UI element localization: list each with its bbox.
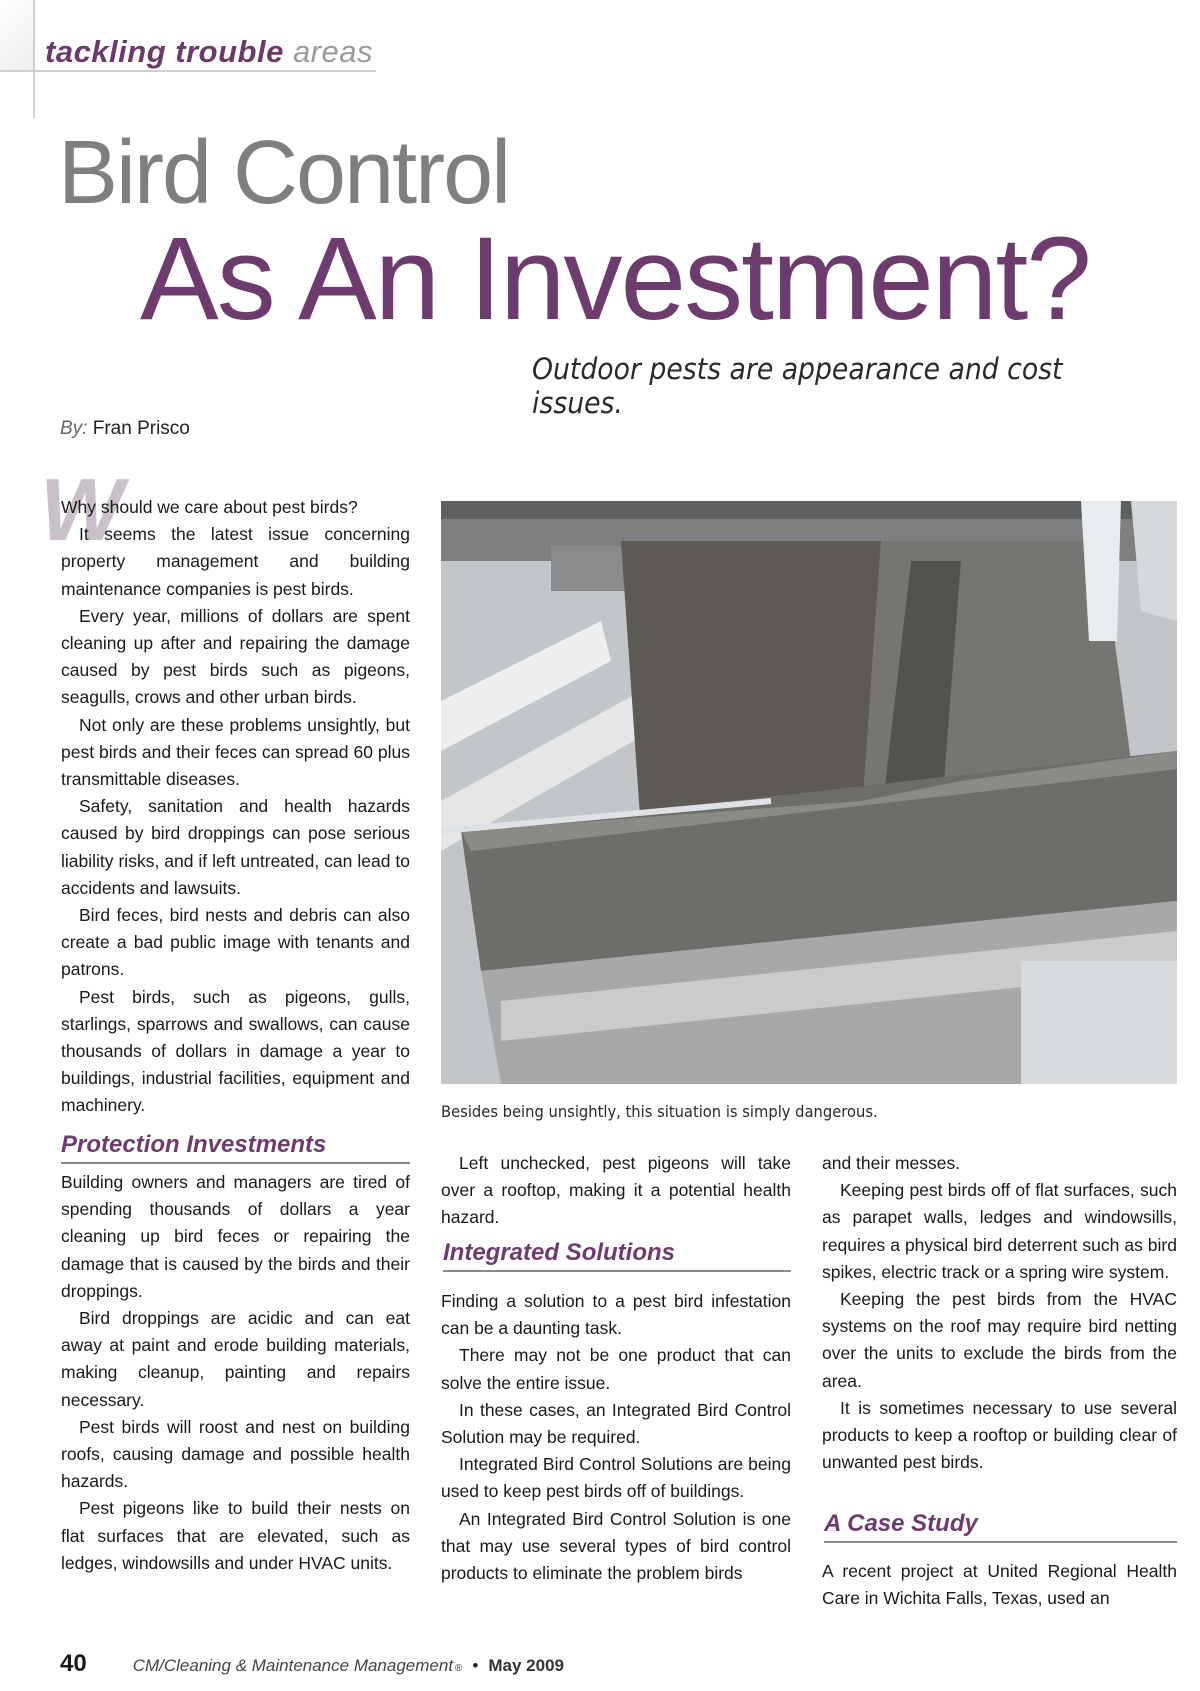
body-column-2 (441, 1150, 791, 1232)
paragraph: It seems the latest issue concerning property management and building maintenance companies is pest birds. (61, 524, 410, 599)
subhead-protection-investments: Protection Investments (61, 1131, 410, 1164)
paragraph: An Integrated Bird Control Solution is one that may use several types of bird control products to eliminate the problem birds (441, 1508, 791, 1584)
paragraph: Building owners and managers are tired of spending thousands of dollars a year cleaning up bird feces or repairing the damage that is caused by the birds and their droppings. (61, 1172, 410, 1301)
paragraph: Pest pigeons like to build their nests on flat surfaces that are elevated, such as ledges, windowsills and under HVAC units. (61, 1498, 410, 1573)
paragraph: Bird droppings are acidic and can eat away at paint and erode building materials, making cleanup, painting and repairs necessary. (61, 1308, 410, 1410)
paragraph: Safety, sanitation and health hazards caused by bird droppings can pose serious liability risks, and if left untreated, can lead to accidents and lawsuits. (61, 796, 410, 898)
body-column-3 (822, 1150, 1177, 1476)
article-title-line2: As An Investment? (140, 213, 1090, 345)
page-footer (60, 1650, 564, 1678)
article-photo (441, 501, 1177, 1084)
paragraph: There may not be one product that can solve the entire issue. (441, 1345, 791, 1393)
subhead-case-study: A Case Study (824, 1510, 1177, 1543)
section-tag (45, 34, 373, 70)
byline (60, 418, 190, 440)
section-tag-primary: tackling trouble (45, 34, 284, 69)
section-rule (0, 70, 376, 72)
corner-rule-vertical (33, 0, 35, 118)
byline-label: By: (60, 418, 88, 439)
body-column-3-lower (822, 1558, 1177, 1612)
paragraph: Every year, millions of dollars are spent cleaning up after and repairing the damage caused by pest birds such as pigeons, seagulls, crows and other urban birds. (61, 605, 410, 708)
paragraph: Pest birds, such as pigeons, gulls, starlings, sparrows and swallows, can cause thousands of dollars in damage a year to buildings, industrial facilities, equipment and machinery. (61, 986, 410, 1116)
issue-date: May 2009 (488, 1656, 564, 1675)
paragraph: A recent project at United Regional Health Care in Wichita Falls, Texas, used an (822, 1561, 1177, 1609)
article-subtitle: Outdoor pests are appearance and cost issues. (532, 352, 1063, 420)
section-tag-secondary: areas (292, 34, 373, 69)
paragraph: It is sometimes necessary to use several products to keep a rooftop or building clear of unwanted pest birds. (822, 1397, 1177, 1473)
drop-cap: W (40, 460, 124, 559)
paragraph: Bird feces, bird nests and debris can also create a bad public image with tenants and patrons. (61, 905, 410, 980)
page-number: 40 (60, 1650, 87, 1677)
article-title-line1: Bird Control (58, 123, 510, 223)
paragraph: Pest birds will roost and nest on building roofs, causing damage and possible health hazards. (61, 1416, 410, 1492)
body-column-1-lower (61, 1169, 410, 1577)
photo-caption: Besides being unsightly, this situation is simply dangerous. (441, 1102, 878, 1121)
paragraph: and their messes. (822, 1153, 961, 1173)
paragraph: Left unchecked, pest pigeons will take over a rooftop, making it a potential health hazard. (441, 1153, 791, 1228)
paragraph: Keeping the pest birds from the HVAC systems on the roof may require bird netting over the units to exclude the birds from the area. (822, 1289, 1177, 1391)
paragraph: Keeping pest birds off of flat surfaces, such as parapet walls, ledges and windowsills, requires a physical bird deterrent such as bird spikes, electric track or a spring wire system. (822, 1180, 1177, 1282)
paragraph: In these cases, an Integrated Bird Control Solution may be required. (441, 1399, 791, 1448)
subhead-integrated-solutions: Integrated Solutions (443, 1239, 791, 1272)
paragraph: Why should we care about pest birds? (61, 497, 358, 517)
paragraph: Integrated Bird Control Solutions are being used to keep pest birds off of buildings. (441, 1454, 791, 1502)
corner-decoration (0, 0, 33, 70)
paragraph: Finding a solution to a pest bird infestation can be a daunting task. (441, 1291, 791, 1339)
body-column-1 (61, 494, 410, 1120)
paragraph: Not only are these problems unsightly, but pest birds and their feces can spread 60 plus transmittable diseases. (61, 714, 410, 790)
author-name: Fran Prisco (92, 418, 190, 439)
publication-name: CM/Cleaning & Maintenance Management (132, 1656, 454, 1675)
registered-mark: ® (455, 1663, 463, 1674)
body-column-2-lower (441, 1288, 791, 1587)
footer-separator: • (472, 1656, 479, 1675)
